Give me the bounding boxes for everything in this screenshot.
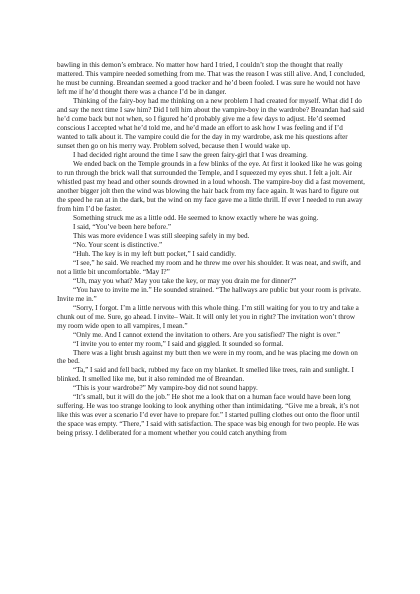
book-page [57, 61, 365, 438]
paragraph: This was more evidence I was still sleeping safely in my bed. [73, 231, 250, 240]
paragraph: “Uh, may you what? May you take the key, or may you drain me for dinner?” [73, 276, 297, 285]
paragraph: “I invite you to enter my room,” I said and giggled. It sounded so formal. [73, 339, 284, 348]
paragraph: “You have to invite me in.” He sounded strained. “The hallways are public but your room is private. Invite me in.” [57, 285, 361, 303]
paragraph: “It’s small, but it will do the job.” He shot me a look that on a human face would have been long suffering. He was too strange looking to look anything other than intimidating. “Give me a break, it’s not like this was ever a scenario I’d ever have to prepare for.” I started pulling clothes out onto the floor until the space was empty. “There,” I said with satisfaction. The space was big enough for two people. He was being prissy. I deliberated for a moment whether you could catch anything from [57, 393, 360, 438]
paragraph: We ended back on the Temple grounds in a few blinks of the eye. At first it looked like he was going to run through the brick wall that surrounded the Temple, and I squeezed my eyes shut. I felt a jolt. Air whistled past my head and other sounds drowned in a loud whoosh. The vampire-boy did a fast movement, another bigger jolt then the wind was blowing the hair back from my face again. It was hard to figure out the speed he ran at in the dark, but the wind on my face gave me a little thrill. If ever I needed to run away from him I’d be faster. [57, 159, 365, 213]
paragraph: “Sorry, I forgot. I’m a little nervous with this whole thing. I’m still waiting for you to try and take a chunk out of me. Sure, go ahead. I invite– Wait. It will only let you in right? The invitation won’t throw my room wide open to all vampires, I mean.” [57, 303, 359, 330]
paragraph: “Only me. And I cannot extend the invitation to others. Are you satisfied? The night is over.” [73, 330, 341, 339]
paragraph: bawling in this demon’s embrace. No matter how hard I tried, I couldn’t stop the thought that really mattered. This vampire needed something from me. That was the reason I was still alive. And, I concluded, he must be cunning. Breandan seemed a good tracker and he’d been fooled. I was sure he would not have left me if he’d thought there was a chance I’d be in danger. [57, 61, 365, 96]
paragraph: “Ta,” I said and fell back, rubbed my face on my blanket. It smelled like trees, rain and sunlight. I blinked. It smelled like me, but it also reminded me of Breandan. [57, 366, 354, 384]
paragraph: “No. Your scent is distinctive.” [73, 240, 163, 249]
paragraph: I had decided right around the time I saw the green fairy-girl that I was dreaming. [73, 150, 308, 159]
paragraph: “I see,” he said. We reached my room and he threw me over his shoulder. It was neat, and swift, and not a little bit uncomfortable. “May I?” [57, 258, 361, 276]
paragraph: Something struck me as a little odd. He seemed to know exactly where he was going. [73, 213, 319, 222]
paragraph: “This is your wardrobe?” My vampire-boy did not sound happy. [73, 384, 258, 393]
paragraph: Thinking of the fairy-boy had me thinking on a new problem I had created for myself. What did I do and say the next time I saw him? Did I tell him about the vampire-boy in the wardrobe? Breandan had said he’d come back but not when, so I figured he’d probably give me a few days to adjust. He’d seemed conscious I accepted what he’d told me, and he’d made an effort to ask how I was feeling and if I’d wanted to talk about it. The vampire could die for the day in my wardrobe, ask me his questions after sunset then go on his merry way. Problem solved, because then I would wake up. [57, 96, 364, 150]
paragraph: “Huh. The key is in my left butt pocket,” I said candidly. [73, 249, 237, 258]
paragraph: There was a light brush against my butt then we were in my room, and he was placing me down on the bed. [57, 348, 358, 366]
paragraph: I said, “You’ve been here before.” [73, 222, 172, 231]
